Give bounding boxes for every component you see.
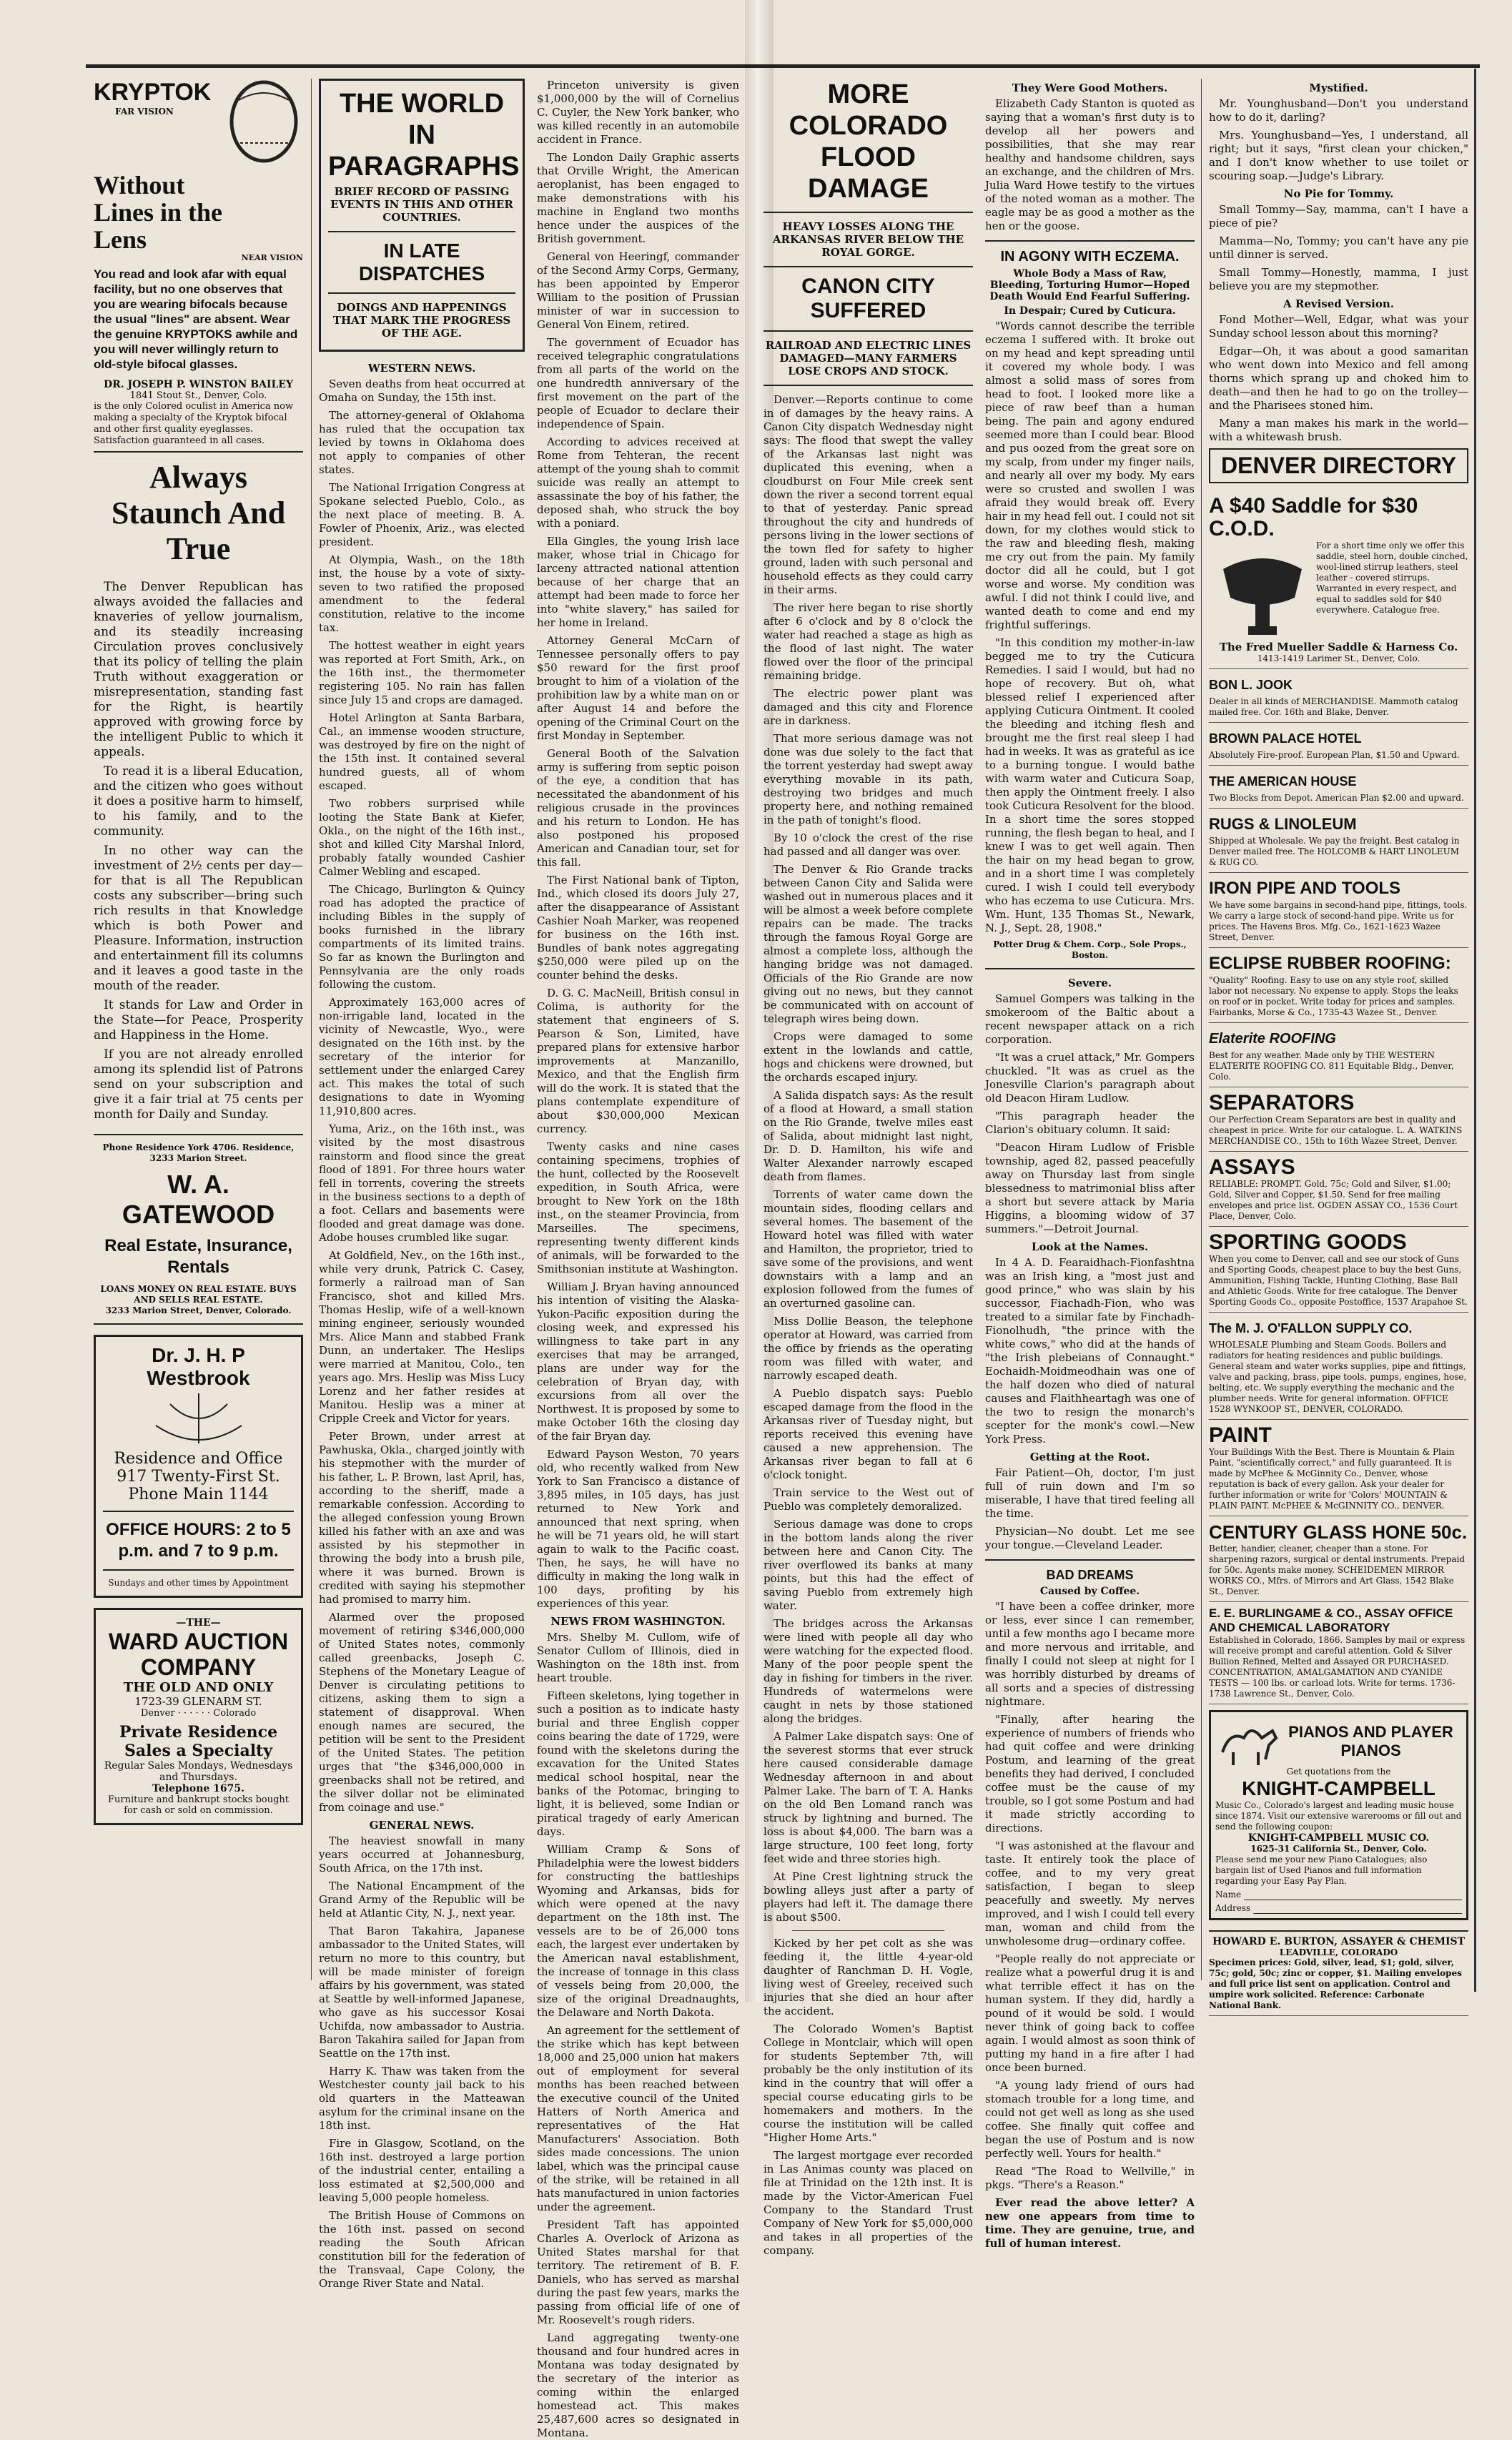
knight-campbell-ad	[1209, 1710, 1468, 1920]
coupon-name-row	[1215, 1890, 1462, 1900]
decorative-flourish-icon	[127, 1390, 270, 1447]
knight-pianos: PIANOS AND PLAYER PIANOS	[1288, 1723, 1453, 1759]
news-item: Hotel Arlington at Santa Barbara, Cal., an immense wooden structure, was destroyed by fire on the night of the 15th inst. It contained several hundred guests, all of whom escaped.	[319, 711, 525, 792]
ad-text: Our Perfection Cream Separators are best in quality and cheapest in price. Write for our catalogue. L. A. WATKINS MERCHANDISE CO., 15th to 16th Wazee Street, Denver.	[1209, 1115, 1463, 1146]
article-paragraph: Mr. Younghusband—Don't you understand how to do it, darling?	[1209, 97, 1468, 124]
ad-text: Two Blocks from Depot. American Plan $2.00 and upward.	[1209, 793, 1464, 803]
gatewood-phone: Phone Residence York 4706. Residence, 3233 Marion Street.	[102, 1142, 295, 1163]
news-item: According to advices received at Rome from Tehteran, the recent attempt of the young shah to commit suicide was really an attempt to assassinate the boy of his father, the deposed shah, who struck the boy with a poniard.	[537, 435, 739, 530]
eczema-headline: IN AGONY WITH ECZEMA.	[1000, 249, 1180, 265]
divider	[764, 212, 973, 213]
article-paragraph: The Denver & Rio Grande tracks between Canon City and Salida were washed out in numerous places and it will be almost a week before complete repairs can be made. The tracks through the famous Royal Gorge are almost a complete loss, although the hanging bridge was not damaged. Officials of the Rio Grande are now giving out no news, but they cannot be communicated with on account of telegraph wires being down.	[764, 863, 973, 1025]
knight-address: 1625-31 California St., Denver, Colo.	[1250, 1844, 1427, 1854]
article-paragraph: "It was a cruel attack," Mr. Gompers chuckled. "It was as cruel as the Jonesville Clarion's paragraph about old Deacon Hiram Ludlow.	[985, 1051, 1195, 1105]
news-item: The First National bank of Tipton, Ind., which closed its doors July 27, after the disappearance of Assistant Cashier Noah Marker, was reopened for business on the 16th inst. Bundles of bank notes aggregating $250,000 were piled up on the counter behind the desks.	[537, 874, 739, 982]
column-rule	[311, 79, 312, 1980]
directory-ad	[1209, 1152, 1468, 1227]
potter-credit: Potter Drug & Chem. Corp., Sole Props., Boston.	[993, 939, 1187, 960]
ad-text: Better, handier, cleaner, cheaper than a stone. For sharpening razors, surgical or dental instruments. Prepaid for 50c. Agents make money. SCHEIDEMEN MIRROR WORKS CO., Mfrs. of Mirrors and Art Glass, 1542 Blake St., Denver.	[1209, 1543, 1465, 1596]
gatewood-loans: LOANS MONEY ON REAL ESTATE. BUYS AND SELLS REAL ESTATE.	[100, 1284, 297, 1305]
westbrook-phone: Phone Main 1144	[128, 1486, 269, 1503]
revised-article	[1209, 313, 1468, 413]
knight-name: KNIGHT-CAMPBELL	[1242, 1777, 1436, 1799]
westbrook-name: Dr. J. H. P Westbrook	[147, 1344, 250, 1389]
article-paragraph: Many a man makes his mark in the world—with a whitewash brush.	[1209, 417, 1468, 443]
ward-private: Private Residence Sales a Specialty	[119, 1723, 278, 1760]
directory-ad	[1209, 1087, 1468, 1152]
general-news-heading: GENERAL NEWS.	[369, 1819, 475, 1832]
coupon-address-row	[1215, 1903, 1462, 1914]
gatewood-trade: Real Estate, Insurance, Rentals	[104, 1236, 292, 1277]
article-paragraph: Train service to the West out of Pueblo was completely demoralized.	[764, 1486, 973, 1513]
column-6	[1205, 79, 1473, 2010]
canon-city-deck: RAILROAD AND ELECTRIC LINES DAMAGED—MANY FARMERS LOSE CROPS AND STOCK.	[765, 339, 972, 377]
ad-name: BROWN PALACE HOTEL	[1209, 731, 1362, 746]
directory-ad	[1209, 1602, 1468, 1704]
news-item: The heaviest snowfall in many years occurred at Johannesburg, South Africa, on the 17th inst.	[319, 1834, 525, 1875]
news-item: Seven deaths from heat occurred at Omaha on Sunday, the 15th inst.	[319, 377, 525, 404]
mystified-heading: Mystified.	[1309, 82, 1368, 94]
news-item: Princeton university is given $1,000,000 by the will of Cornelius C. Cuyler, the New York banker, who was killed recently in an automobile accident in France.	[537, 79, 739, 146]
article-paragraph: Crops were damaged to some extent in the lowlands and cattle, hogs and chickens were drowned, but the orchards escaped injury.	[764, 1030, 973, 1084]
news-item: An agreement for the settlement of the strike which has kept between 18,000 and 25,000 union hat makers out of employment for several months has been reached between the executive council of the United Hatters of North America and representatives of the Hat Manufacturers' Association. Both sides made concessions. The union label, which was the principal cause of the strike, will be retained in all hats manufactured in union factories under the agreement.	[537, 2024, 739, 2213]
kryptok-doctor: DR. JOSEPH P. WINSTON BAILEY	[104, 379, 293, 390]
late-dispatches: IN LATE DISPATCHES	[358, 239, 485, 285]
westbrook-ad	[94, 1335, 303, 1598]
staunch-paragraph: If you are not already enrolled among its splendid list of Patrons send on your subscription and give it a fair trial at 75 cents per month for Daily and Sunday.	[94, 1047, 303, 1122]
westbrook-hours: OFFICE HOURS: 2 to 5 p.m. and 7 to 9 p.m.	[106, 1520, 291, 1561]
ad-text: Dealer in all kinds of MERCHANDISE. Mammoth catalog mailed free. Cor. 16th and Blake, Denver.	[1209, 696, 1458, 717]
article-paragraph: Small Tommy—Honestly, mamma, I just believe you are my stepmother.	[1209, 266, 1468, 292]
kryptok-note: is the only Colored oculist in America now making a specialty of the Kryptok bifocal and other first quality eyeglasses. Satisfaction guaranteed in all cases.	[94, 401, 294, 446]
ad-text: When you come to Denver, call and see our stock of Guns and Sporting Goods, cheapest place to buy the best Guns, Ammunition, Fishing Tackle, Hunting Clothing, Base Ball and Athletic Goods. Write for free catalogue. The Denver Sporting Goods Co., opposite Postoffice, 1537 Arapahoe St.	[1209, 1254, 1468, 1307]
article-paragraph: Fond Mother—Well, Edgar, what was your Sunday school lesson about this morning?	[1209, 313, 1468, 340]
ad-text: Established in Colorado, 1866. Samples by mail or express will receive prompt and careful attention. Gold & Silver Bullion Refined, Melted and Assayed OR PURCHASED. CONCENTRATION, AMALGAMATION AND CYANIDE TESTS — 100 lbs. or carload lots. Write for terms. 1736-1738 Lawrence St., Denver, Colo.	[1209, 1635, 1466, 1699]
knight-firm: KNIGHT-CAMPBELL MUSIC CO.	[1247, 1832, 1430, 1844]
news-item: Two robbers surprised while looting the State Bank at Kiefer, Okla., on the night of the 16th inst., shot and killed City Marshal Inlord, probably fatally wounded Cashier Calmer Webling and escaped.	[319, 797, 525, 878]
news-item: Fifteen skeletons, lying together in such a position as to indicate hasty burial and three English copper coins bearing the date of 1729, were found with the skeletons during the excavation for the United States medical school hospital, near the banks of the Potomac, bringing to light, it is believed, some Indian or piratical tragedy of early American days.	[537, 1689, 739, 1838]
ad-name: THE AMERICAN HOUSE	[1209, 774, 1357, 789]
news-item: The Colorado Women's Baptist College in Montclair, which will open for students September 7th, will probably be the only institution of its kind in the country that will offer a special course educating girls to be homemakers and mothers. In the course the institution will be called "Higher Home Arts."	[764, 2022, 973, 2144]
western-news-heading: WESTERN NEWS.	[367, 362, 476, 375]
ad-text: Shipped at Wholesale. We pay the freight. Best catalog in Denver mailed free. The HOLCOMB & HART LINOLEUM & RUG CO.	[1209, 836, 1460, 867]
directory-ad	[1209, 948, 1468, 1023]
news-item: William Cramp & Sons of Philadelphia were the lowest bidders for constructing the battleships Wyoming and Arkansas, bids for which were opened at the navy department on the 18th inst. The vessels are to be of 26,000 tons each, the largest ever undertaken by the American naval establishment, the increase of tonnage in this class of vessels being from 20,000, the size of the original Dreadnaughts, the Delaware and North Dakota.	[537, 1843, 739, 2019]
article-paragraph: "Words cannot describe the terrible eczema I suffered with. It broke out on my head and kept spreading until it covered my whole body. I was almost a solid mass of sores from head to foot. I looked more like a piece of raw beef than a human being. The pain and agony endured seemed more than I could bear. Blood and pus oozed from the great sore on my scalp, from under my finger nails, and nearly all over my body. My ears were so crusted and swollen I was afraid they would break off. Every hair in my head fell out. I could not sit down, for my clothes would stick to the raw and bleeding flesh, making me cry out from the pain. My family doctor did all he could, but I got worse and worse. My condition was awful. I did not think I could live, and wanted death to come and end my frightful sufferings.	[985, 320, 1195, 631]
article-paragraph: Samuel Gompers was talking in the smokeroom of the Baltic about a recent newspaper attack on a rich corporation.	[985, 992, 1195, 1046]
kryptok-ad	[94, 79, 303, 453]
denver-directory-title: DENVER DIRECTORY	[1209, 448, 1468, 483]
directory-ad	[1209, 1023, 1468, 1087]
article-paragraph: The bridges across the Arkansas were lined with people all day who were watching for the expected flood. Many of the poor people spent the day in fishing for timbers in the river. Hundreds of watermelons were caught in nets by those stationed along the bridges.	[764, 1617, 973, 1725]
world-title: THE WORLD IN PARAGRAPHS	[328, 89, 520, 182]
eczema-sub: In Despair; Cured by Cuticura.	[1004, 305, 1176, 317]
article-paragraph: By 10 o'clock the crest of the rise had passed and all danger was over.	[764, 831, 973, 858]
news-item: The National Encampment of the Grand Army of the Republic will be held at Atlantic City, N. J., next year.	[319, 1880, 525, 1920]
news-item: The hottest weather in eight years was reported at Fort Smith, Ark., on the 16th inst., the thermometer registering 105. No rain has fallen since July 15 and crops are damaged.	[319, 639, 525, 706]
article-paragraph: Miss Dollie Beason, the telephone operator at Howard, was carried from the office by friends as the operating room was filled with water, and narrowly escaped death.	[764, 1315, 973, 1382]
root-article	[985, 1466, 1195, 1552]
knight-quote: Get quotations from the	[1286, 1767, 1391, 1777]
article-paragraph: Denver.—Reports continue to come in of damages by the heavy rains. A Canon City dispatch Wednesday night says: The flood that swept the valley of the Arkansas last night was duplicated this evening, when a cloudburst on Four Mile creek sent down the river a second torrent equal to that of yesterday. Panic spread throughout the city and hundreds of persons living in the lower sections of the town fled for safety to higher ground, laden with such personal and household effects as they could carry in their arms.	[764, 393, 973, 596]
ward-auction-ad	[94, 1608, 303, 1825]
burton-city: LEADVILLE, COLORADO	[1279, 1947, 1398, 1957]
directory-ad	[1209, 1313, 1468, 1420]
severe-article	[985, 992, 1195, 1236]
kryptok-near-label: NEAR VISION	[241, 253, 303, 262]
ad-text: "Quality" Roofing. Easy to use on any style roof, skilled labor not necessary. No expense to apply. Stops the leaks on roof or in pocket. Write today for prices and samples. Fairbanks, Morse & Co., 1735-43 Wazee St., Denver.	[1209, 975, 1458, 1017]
directory-ad	[1209, 809, 1468, 873]
article-paragraph: The river here began to rise shortly after 6 o'clock and by 8 o'clock the water had reached a stage as high as the flood of last night. The water flowed over the floor of the principal remaining bridge.	[764, 601, 973, 682]
news-item: The London Daily Graphic asserts that Orville Wright, the American aeroplanist, has been engaged to make demonstrations with his machine in England two months hence under the auspices of the British government.	[537, 151, 739, 245]
ad-text: WHOLESALE Plumbing and Steam Goods. Boilers and radiators for heating residences and public buildings. General steam and water works supplies, pipe and fittings, valve and packing, brass, pipe tools, pumps, engines, hose, belting, etc. We supply everything the mechanic and the plumber needs. Write for general information. OFFICE 1528 WYNKOOP ST., DENVER, COLORADO.	[1209, 1340, 1467, 1414]
westbrook-residence: Residence and Office	[114, 1450, 283, 1468]
kryptok-brand: KRYPTOK	[94, 79, 212, 106]
ad-text: Best for any weather. Made only by THE WESTERN ELATERITE ROOFING CO. 811 Equitable Bldg., Denver, Colo.	[1209, 1050, 1454, 1082]
ward-name: WARD AUCTION COMPANY	[108, 1629, 289, 1680]
news-item: Yuma, Ariz., on the 16th inst., was visited by the most disastrous rainstorm and flood since the great flood of 1891. For three hours water fell in torrents, covering the streets in the business sections to a depth of a foot. Cellars and basements were flooded and great damage was done. Adobe houses crumbled like sugar.	[319, 1122, 525, 1244]
ward-tagline: THE OLD AND ONLY	[123, 1680, 274, 1695]
article-paragraph: Ever read the above letter? A new one appears from time to time. They are genuine, true, and full of human interest.	[985, 2196, 1195, 2250]
ad-name: RUGS & LINOLEUM	[1209, 815, 1357, 833]
article-paragraph: Mrs. Younghusband—Yes, I understand, all right; but it says, "first clean your chicken," and I don't know whether to use toilet or scouring soap.—Judge's Library.	[1209, 129, 1468, 182]
divider	[103, 1511, 294, 1512]
western-news	[319, 377, 525, 1814]
news-item: Attorney General McCarn of Tennessee personally offers to pay $50 reward for the first proof brought to him of a violation of the prohibition law by a white man on or after August 14 and before the opening of the Criminal Court on the first Monday in September.	[537, 634, 739, 742]
ad-name: PAINT	[1209, 1423, 1272, 1447]
article-paragraph: Read "The Road to Wellville," in pkgs. "There's a Reason."	[985, 2165, 1195, 2191]
staunch-paragraph: The Denver Republican has always avoided the fallacies and knaveries of yellow journalism, and its steadily increasing Circulation proves conclusively that its policy of telling the plain Truth without exaggeration or misrepresentation, standing fast for the Right, is heartily approved with growing force by the intelligent Public to which it appeals.	[94, 580, 303, 759]
ad-text: Absolutely Fire-proof. European Plan, $1.50 and Upward.	[1209, 750, 1460, 760]
news-item: The Chicago, Burlington & Quincy road has adopted the practice of including Bibles in the supply of books furnished in the library compartments of its limited trains. So far as known the Burlington and Pennsylvania are the only roads following the custom.	[319, 883, 525, 991]
article-paragraph: A Palmer Lake dispatch says: One of the severest storms that ever struck here caused considerable damage Wednesday afternoon in and about Palmer Lake. The barn of T. A. Hanks on the old Ben Lomand ranch was struck by lightning and burned. The loss is about $4,000. The barn was a large structure, 100 feet long, forty feet wide and three stories high.	[764, 1730, 973, 1865]
directory-ad	[1209, 1420, 1468, 1516]
root-heading: Getting at the Root.	[1029, 1451, 1150, 1463]
ward-city: Denver · · · · · · Colorado	[140, 1708, 257, 1719]
news-item: Mrs. Shelby M. Cullom, wife of Senator Cullom of Illinois, died in Washington on the 18th inst. from heart trouble.	[537, 1631, 739, 1684]
article-paragraph: A Pueblo dispatch says: Pueblo escaped damage from the flood in the Arkansas river of Tuesday night, but reports received this evening have caused a new apprehension. The Arkansas river began to fall at 6 o'clock tonight.	[764, 1387, 973, 1481]
staunch-paragraph: In no other way can the investment of 2½ cents per day—for that is all The Republican costs any subscriber—bring such rich results in that Knowledge which is both Power and Pleasure. Information, instruction and entertainment fill its columns and it leaves a good taste in the mouth of the reader.	[94, 844, 303, 993]
ad-name: IRON PIPE AND TOOLS	[1209, 879, 1401, 898]
article-paragraph: Small Tommy—Say, mamma, can't I have a piece of pie?	[1209, 203, 1468, 229]
mystified-article	[1209, 97, 1468, 183]
news-item: Fire in Glasgow, Scotland, on the 16th inst. destroyed a large portion of the industrial center, entailing a loss estimated at $2,500,000 and leaving 5,000 people homeless.	[319, 2137, 525, 2204]
article-paragraph: "A young lady friend of ours had stomach trouble for a long time, and could not get well as long as she used coffee. She finally quit coffee and began the use of Postum and is now perfectly well. Yours for health."	[985, 2079, 1195, 2160]
article-paragraph: Elizabeth Cady Stanton is quoted as saying that a woman's first duty is to develop all her powers and possibilities, that she may rear healthy and handsome children, says an exchange, and the children of Mrs. Julia Ward Howe testify to the virtues of the noted woman as a mother. The eagle may be as good a mother as the hen or the goose.	[985, 97, 1195, 232]
article-paragraph: "In this condition my mother-in-law begged me to try the Cuticura Remedies. I said I would, but had no hope of recovery. But oh, what blessed relief I experienced after applying Cuticura Ointment. It cooled the bleeding and itching flesh and brought me the first real sleep I had had in weeks. It was as grateful as ice to a burning tongue. I would bathe with warm water and Cuticura Soap, then apply the Ointment freely. I also took Cuticura Resolvent for the blood. In a short time the sores stopped running, the flesh began to heal, and I knew I was to get well again. Then the hair on my head began to grow, and in a short time I was completely cured. I wish I could tell everybody who has eczema to use Cuticura. Mrs. Wm. Hunt, 135 Thomas St., Newark, N. J., Sept. 28, 1908."	[985, 636, 1195, 934]
news-item: The British House of Commons on the 16th inst. passed on second reading the South African constitution bill for the federation of the Transvaal, Cape Colony, the Orange River State and Natal.	[319, 2209, 525, 2290]
names-article	[985, 1256, 1195, 1446]
article-paragraph: Physician—No doubt. Let me see your tongue.—Cleveland Leader.	[985, 1525, 1195, 1551]
right-border	[1474, 69, 1476, 1992]
divider	[328, 231, 515, 232]
news-item: The National Irrigation Congress at Spokane selected Pueblo, Colo., as the next place of meeting. B. A. Fowler of Phoenix, Ariz., was elected president.	[319, 481, 525, 548]
article-paragraph: Torrents of water came down the mountain sides, flooding cellars and several homes. The basement of the Howard hotel was filled with water and Hamilton, the proprietor, tried to save some of the provisions, and went downstairs with a lamp and an explosion followed from the fumes of an overturned gasoline can.	[764, 1188, 973, 1310]
news-item: Edward Payson Weston, 70 years old, who recently walked from New York to San Francisco a distance of 3,895 miles, in 105 days, has just returned to New York and announced that next spring, when he will be 71 years old, he will start again to walk to the Pacific coast. Then, he says, he will have no difficulty in making the long walk in 100 days, profiting by his experiences of this year.	[537, 1448, 739, 1610]
article-paragraph: That more serious damage was not done was due solely to the fact that the torrent yesterday had swept away everything movable in its path, destroying two bridges and much property here, and nothing remained in the path of tonight's flood.	[764, 732, 973, 826]
coupon-address-label: Address	[1215, 1903, 1251, 1913]
article-paragraph: "I have been a coffee drinker, more or less, ever since I can remember, until a few months ago I became more and more nervous and irritable, and finally I could not sleep at night for I was horribly disturbed by dreams of all sorts and a species of distressing nightmare.	[985, 1600, 1195, 1708]
revised-heading: A Revised Version.	[1283, 297, 1394, 310]
column-3	[533, 79, 743, 2439]
article-paragraph: The electric power plant was damaged and this city and Florence are in darkness.	[764, 687, 973, 727]
state-briefs	[764, 1937, 973, 2258]
ad-name: BON L. JOOK	[1209, 678, 1293, 692]
staunch-body	[94, 580, 303, 1122]
ad-text: Your Buildings With the Best. There is Mountain & Plain Paint, "scientifically correct," and fully guaranteed. It is made by McPhee & McGinnity Co., Denver, whose reputation is back of every gallon. Ask your dealer for further information or write for 'Colors' MOUNTAIN & PLAIN PAINT. McPHEE & McGINNITY CO., DENVER.	[1209, 1447, 1455, 1511]
knight-send: Please send me your new Piano Catalogues; also bargain list of Used Pianos and full information regarding your Easy Pay Plan.	[1215, 1854, 1428, 1886]
news-item: Ella Gingles, the young Irish lace maker, whose trial in Chicago for larceny attracted national attention because of her charge that an attempt had been made to force her into "white slavery," has sailed for her home in Ireland.	[537, 535, 739, 629]
pie-heading: No Pie for Tommy.	[1283, 187, 1394, 200]
ad-name: ECLIPSE RUBBER ROOFING:	[1209, 954, 1451, 973]
doings: DOINGS AND HAPPENINGS THAT MARK THE PROGRESS OF THE AGE.	[332, 301, 511, 340]
saddle-body: For a short time only we offer this saddle, steel horn, double cinched, wool-lined stirrup leathers, steel leather - covered stirrups. Warranted in every respect, and equal to saddles sold for $40 everywhere. Catalogue free.	[1316, 540, 1468, 615]
denver-republican-ad	[94, 453, 303, 1135]
article-paragraph: "This paragraph header the Clarion's obituary column. It said:	[985, 1110, 1195, 1136]
news-item: At Olympia, Wash., on the 18th inst, the house by a vote of sixty-seven to two ratified the proposed amendment to the federal constitution, relative to the income tax.	[319, 553, 525, 634]
divider	[764, 266, 973, 267]
news-item: Peter Brown, under arrest at Pawhuska, Okla., charged jointly with his stepmother with the murder of his father, L. P. Brown, last April, has, according to the sheriff, made a remarkable confession. According to the alleged confession young Brown killed his father with an axe and was assisted by his stepmother in throwing the body into a brush pile, where it was burned. Brown is credited with saying his stepmother had promised to marry him.	[319, 1430, 525, 1606]
article-paragraph: Serious damage was done to crops in the bottom lands along the river between here and Canon City. The river overflowed its banks at many points, but this had the effect of saving Pueblo from extremely high water.	[764, 1518, 973, 1612]
world-in-paragraphs-header	[319, 79, 525, 352]
directory-ad	[1209, 723, 1468, 766]
ad-name: SPORTING GOODS	[1209, 1230, 1407, 1254]
news-item: That Baron Takahira, Japanese ambassador to the United States, will return no more to this country, but will be made minister of foreign affairs by his government, was stated at Seattle by well-informed Japanese, who gave as his successor Kosai Uchifda, now ambassador to Austria. Baron Takahira sailed for Japan from Seattle on the 17th inst.	[319, 1925, 525, 2060]
column-rule	[1201, 79, 1202, 1980]
ad-name: CENTURY GLASS HONE 50c.	[1209, 1521, 1468, 1543]
world-brief: BRIEF RECORD OF PASSING EVENTS IN THIS AND OTHER COUNTRIES.	[330, 185, 513, 224]
article-paragraph: A Salida dispatch says: As the result of a flood at Howard, a small station on the Rio Grande, twelve miles east of Salida, about midnight last night, Dr. D. D. Hamilton, his wife and Walter Alexander narrowly escaped death from flames.	[764, 1089, 973, 1183]
divider	[985, 240, 1195, 242]
divider	[985, 968, 1195, 969]
dreams-heading: BAD DREAMS	[1046, 1568, 1134, 1582]
staunch-headline: Always Staunch And True	[111, 460, 286, 566]
column-1	[89, 79, 307, 1987]
news-item: President Taft has appointed Charles A. Overlock of Arizona as United States marshal for that territory. The retirement of B. F. Daniels, who has served as marshal during the past few years, marks the passing from official life of one of Mr. Roosevelt's rough riders.	[537, 2218, 739, 2326]
eczema-deck: Whole Body a Mass of Raw, Bleeding, Torturing Humor—Hoped Death Would End Fearful Suffering.	[989, 268, 1190, 302]
article-paragraph: In 4 A. D. Fearaidhach-Fionfashtna was an Irish king, a "most just and good prince," who was slain by his successor, Fiachadh-Fion, who was treated to a similar fate by Finchadh-Fionolhudh, "the prince with the white cows," who did at the hands of "the Irish plebeians of Connaught." Eochaidh-Moidmeodhain was one of the half dozen who died of natural causes and Flaithheartagh was one of the two to resign the monarch's scepter for the monk's cowl.—New York Press.	[985, 1256, 1195, 1446]
divider	[792, 1930, 944, 1931]
divider	[103, 1569, 294, 1571]
ward-telephone: Telephone 1675.	[152, 1783, 245, 1794]
news-item: Approximately 163,000 acres of non-irrigable land, located in the vicinity of Newcastle, Wyo., were designated on the 16th inst. by the secretary of the interior for settlement under the enlarged Carey act. This makes the total of such designations to date in Wyoming 11,910,800 acres.	[319, 996, 525, 1117]
kryptok-address: 1841 Stout St., Denver, Colo.	[129, 390, 267, 401]
news-item: Alarmed over the proposed movement of retiring $346,000,000 of United States notes, commonly called greenbacks, Joseph C. Stephens of the Monetary League of Denver is circulating petitions to citizens, asking them to sign a statement of disapproval. When enough names are secured, the petition will be sent to the President of the United States. The petition urges that "the $346,000,000 in greenbacks shall not be retired, and the silver dollar not be eliminated from coinage and use."	[319, 1611, 525, 1814]
article-paragraph: "Finally, after hearing the experience of numbers of friends who had quit coffee and were drinking Postum, and learning of the great benefits they had derived, I concluded coffee must be the cause of my trouble, so I got some Postum and had it made strictly according to directions.	[985, 1713, 1195, 1834]
news-item: General von Heeringf, commander of the Second Army Corps, Germany, has been appointed by Emperor William to the position of Prussian minister of war in succession to General Von Einem, retired.	[537, 250, 739, 331]
gatewood-name: W. A. GATEWOOD	[122, 1170, 275, 1229]
article-paragraph: Edgar—Oh, it was about a good samaritan who went down into Mexico and fell among thorns which sprang up and choked him to death—and then he had to go on the trolley—and the Pharisees stoned him.	[1209, 345, 1468, 412]
flood-article	[764, 393, 973, 1925]
staunch-paragraph: To read it is a liberal Education, and the citizen who goes without it does a positive harm to himself, to his family, and to the community.	[94, 764, 303, 839]
article-paragraph: "People really do not appreciate or realize what a powerful drug it is and what terrible effect it has on the human system. If they did, hardly a pound of it would be sold. I would never think of going back to coffee again. I would almost as soon think of putting my hand in a fire after I had once been burned.	[985, 1952, 1195, 2074]
column-4	[759, 79, 977, 2257]
ad-name: ASSAYS	[1209, 1155, 1295, 1179]
article-paragraph: "Deacon Hiram Ludlow of Frisble township, aged 82, passed peacefully away on Thursday last from single blessedness to matrimonial bliss after a short but severe attack by Maria Higgins, a blooming widow of 37 summers."—Detroit Journal.	[985, 1141, 1195, 1235]
mothers-heading: They Were Good Mothers.	[1012, 82, 1168, 94]
dreams-sub: Caused by Coffee.	[1039, 1586, 1140, 1597]
news-item: Land aggregating twenty-one thousand and four hundred acres in Montana was today designated by the secretary of the interior as coming within the enlarged homestead act. This makes 25,487,600 acres so designated in Montana.	[537, 2331, 739, 2439]
divider	[328, 292, 515, 294]
top-rule	[86, 64, 1480, 68]
washington-news	[537, 1631, 739, 2440]
directory-ad	[1209, 1516, 1468, 1602]
knight-text: Music Co., Colorado's largest and leading music house since 1874. Visit our extensive warerooms or fill out and send the following coupon:	[1215, 1800, 1462, 1832]
directory-ad	[1209, 873, 1468, 948]
news-item: D. G. C. MacNeill, British consul in Colima, is authority for the statement that engineers of S. Pearson & Son, Limited, have prepared plans for extensive harbor improvements at Manzanillo, Mexico, and that the English firm will do the work. It is stated that the plans contemplate expenditure of about $30,000,000 Mexican currency.	[537, 987, 739, 1135]
article-paragraph: Fair Patient—Oh, doctor, I'm just full of ruin down and I'm so miserable, I have that tired feeling all the time.	[985, 1466, 1195, 1520]
whitewash-article	[1209, 417, 1468, 444]
ward-address: 1723-39 GLENARM ST.	[134, 1695, 262, 1708]
news-item: Twenty casks and nine cases containing specimens, trophies of the hunt, collected by the Roosevelt expedition, in South Africa, were brought to New York on the 18th inst., on the steamer Provincia, from Marseilles. The specimens, representing twenty different kinds of animals, will be forwarded to the Smithsonian institute at Washington.	[537, 1140, 739, 1275]
names-heading: Look at the Names.	[1031, 1240, 1149, 1253]
ad-name: SEPARATORS	[1209, 1091, 1355, 1115]
camel-icon	[1215, 1717, 1280, 1767]
coupon-name-line	[1244, 1890, 1462, 1900]
pie-article	[1209, 203, 1468, 293]
burton-text: Specimen prices: Gold, silver, lead, $1; gold, silver, 75c; gold, 50c; zinc or copper, $1. Mailing envelopes and full price list sent on application. Control and umpire work solicited. Reference: Carbonate National Bank.	[1209, 1957, 1462, 2010]
kryptok-headline: Without Lines in the Lens	[94, 171, 223, 254]
staunch-paragraph: It stands for Law and Order in the State—for Peace, Prosperity and Happiness in the Home.	[94, 998, 303, 1042]
washington-news-heading: NEWS FROM WASHINGTON.	[550, 1615, 726, 1628]
ad-name: E. E. BURLINGAME & CO., ASSAY OFFICE AND CHEMICAL LABORATORY	[1209, 1606, 1453, 1634]
article-paragraph: At Pine Crest lightning struck the bowling alleys just after a party of players had left it. The damage there is about $500.	[764, 1870, 973, 1924]
saddle-ad	[1209, 490, 1468, 669]
ad-name: Elaterite ROOFING	[1209, 1031, 1336, 1047]
burton-ad	[1209, 1930, 1468, 2016]
saddle-icon	[1209, 540, 1316, 641]
saddle-firm: The Fred Mueller Saddle & Harness Co.	[1219, 641, 1458, 653]
directory-ad	[1209, 669, 1468, 723]
news-item: The government of Ecuador has received telegraphic congratulations from all parts of the world on the one hundredth anniversary of the first movement on the part of the people of Ecuador to declare their independence of Spain.	[537, 336, 739, 430]
coupon-address-line	[1253, 1903, 1462, 1914]
ward-the: —THE—	[176, 1617, 221, 1629]
news-item: The largest mortgage ever recorded in Las Animas county was placed on file at Trinidad on the 12th inst. It is made by the Victor-American Fuel Company to the Standard Trust Company of New York for $5,000,000 and takes in all properties of the company.	[764, 2149, 973, 2257]
saddle-headline: A $40 Saddle for $30 C.O.D.	[1209, 494, 1418, 540]
column-2	[315, 79, 529, 2290]
general-news-continued	[537, 79, 739, 1611]
kryptok-body: You read and look afar with equal facility, but no one observes that you are wearing bifocals because the usual "lines" are absent. Wear the genuine KRYPTOKS awhile and you will never willingly return to old-style bifocal glasses.	[94, 267, 298, 371]
flood-deck: HEAVY LOSSES ALONG THE ARKANSAS RIVER BELOW THE ROYAL GORGE.	[772, 220, 964, 259]
news-item: General Booth of the Salvation army is suffering from septic poison of the eye, a condition that has necessitated the abandonment of his religious crusade in the provinces and his return to London. He has also postponed his proposed American and Canadian tour, set for this fall.	[537, 747, 739, 869]
ad-text: RELIABLE: PROMPT. Gold, 75c; Gold and Silver, $1.00; Gold, Silver and Copper, $1.50. Send for free mailing envelopes and price list. OGDEN ASSAY CO., 1536 Court Place, Denver, Colo.	[1209, 1179, 1458, 1221]
divider	[764, 385, 973, 386]
news-item: William J. Bryan having announced his intention of visiting the Alaska-Yukon-Pacific exposition during the closing week, and expressed his willingness to take part in any exercises that may be arranged, plans are under way for the celebration of Bryan day, with excursions from all over the Northwest. It is proposed by some to make October 16th the closing day of the fair Bryan day.	[537, 1280, 739, 1443]
news-item: Kicked by her pet colt as she was feeding it, the little 4-year-old daughter of Ranchman D. H. Vogle, living west of Greeley, received such injuries that she died an hour after the accident.	[764, 1937, 973, 2017]
ad-text: We have some bargains in second-hand pipe, fittings, tools. We carry a large stock of second-hand pipe. Write us for prices. The Havens Bros. Mfg. Co., 1621-1623 Wazee Street, Denver.	[1209, 900, 1468, 942]
directory-ad	[1209, 1227, 1468, 1313]
mothers-article	[985, 97, 1195, 233]
divider	[985, 1559, 1195, 1561]
news-item: Harry K. Thaw was taken from the Westchester county jail back to his old quarters in the Matteawan asylum for the criminal insane on the 18th inst.	[319, 2065, 525, 2132]
dreams-article	[985, 1600, 1195, 2251]
westbrook-street: 917 Twenty-First St.	[117, 1468, 280, 1486]
gatewood-address: 3233 Marion Street, Denver, Colorado.	[105, 1305, 292, 1315]
saddle-address: 1413-1419 Larimer St., Denver, Colo.	[1257, 653, 1420, 663]
article-paragraph: Mamma—No, Tommy; you can't have any pie until dinner is served.	[1209, 234, 1468, 261]
news-item: The attorney-general of Oklahoma has ruled that the occupation tax levied by towns in Oklahoma does not apply to companies of other states.	[319, 409, 525, 476]
kryptok-far-label: FAR VISION	[115, 107, 174, 117]
divider	[764, 330, 973, 332]
canon-city-headline: CANON CITY SUFFERED	[801, 275, 935, 322]
ward-sales: Regular Sales Mondays, Wednesdays and Thursdays.	[104, 1760, 293, 1783]
general-news	[319, 1834, 525, 2291]
ward-furniture: Furniture and bankrupt stocks bought for cash or sold on commission.	[107, 1794, 290, 1816]
burton-name: HOWARD E. BURTON, ASSAYER & CHEMIST	[1212, 1936, 1466, 1947]
severe-heading: Severe.	[1067, 977, 1112, 989]
article-paragraph: "I was astonished at the flavour and taste. It entirely took the place of coffee, and to my very great satisfaction, I began to sleep peacefully and sweetly. My nerves improved, and I wish I could tell every man, woman and child from the unwholesome drug—ordinary coffee.	[985, 1839, 1195, 1947]
eczema-article	[985, 320, 1195, 935]
news-item: At Goldfield, Nev., on the 16th inst., while very drunk, Patrick C. Casey, formerly a railroad man of San Francisco, shot and killed Mrs. Thomas Heslip, wife of a well-known mining engineer, seriously wounded Mrs. Alice Mann and stabbed Frank Dunn, an undertaker. The Heslips were married at Manitou, Colo., ten years ago. Mrs. Heslip was Miss Lucy Lorenz and her father resides at Manitou. Heslip was a miner at Cripple Creek and Victor for years.	[319, 1249, 525, 1425]
flood-headline: MORE COLORADO FLOOD DAMAGE	[789, 79, 948, 204]
directory-ad	[1209, 766, 1468, 809]
westbrook-sundays: Sundays and other times by Appointment	[108, 1578, 289, 1588]
ad-name: The M. J. O'FALLON SUPPLY CO.	[1209, 1321, 1413, 1335]
column-5	[981, 79, 1199, 2250]
coupon-name-label: Name	[1215, 1890, 1242, 1900]
gatewood-ad	[94, 1135, 303, 1325]
eyeglass-lens-icon	[224, 79, 303, 172]
